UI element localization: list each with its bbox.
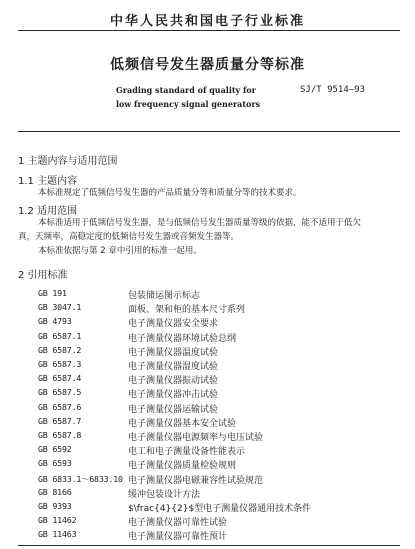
reference-code: GB 6587.5 xyxy=(38,387,82,397)
reference-title: 电子测量仪器可靠性试验 xyxy=(128,518,228,528)
english-title-line-2: low frequency signal generators xyxy=(116,99,261,109)
reference-code: GB 6592 xyxy=(38,444,72,454)
standard-number: SJ/T 9514—93 xyxy=(300,85,366,95)
subsection-1-2-heading: 1.2 适用范围 xyxy=(18,206,78,217)
reference-title: 电子测量仪器电源频率与电压试验 xyxy=(128,433,264,443)
reference-title: 电子测量仪器安全要求 xyxy=(128,319,219,329)
reference-title: $\frac{4}{2}$型电子测量仪器通用技术条件 xyxy=(128,504,312,514)
reference-title: 电子测量仪器温度试验 xyxy=(128,348,219,358)
reference-title: 电子测量仪器可靠性预计 xyxy=(128,532,228,542)
subsection-1-2-line: 本标准依据与第 2 章中引用的标准一起用。 xyxy=(38,246,202,256)
reference-title: 电子测量仪器冲击试验 xyxy=(128,390,219,400)
reference-code: GB 6593 xyxy=(38,458,72,468)
section-2-heading: 2 引用标准 xyxy=(18,270,68,281)
title-rule xyxy=(18,131,400,132)
reference-code: GB 9393 xyxy=(38,501,72,511)
reference-code: GB 6833.1～6833.10 xyxy=(38,474,123,484)
reference-code: GB 6587.3 xyxy=(38,359,82,369)
reference-code: GB 191 xyxy=(38,288,67,298)
reference-title: 包装储运图示标志 xyxy=(128,291,201,301)
reference-title: 电子测量仪器湿度试验 xyxy=(128,362,219,372)
reference-title: 电子测量仪器环境试验总纲 xyxy=(128,334,237,344)
reference-title: 面板、架和柜的基本尺寸系列 xyxy=(128,305,246,315)
reference-title: 电子测量仪器质量检验规则 xyxy=(128,461,237,471)
section-1-heading: 1 主题内容与适用范围 xyxy=(18,156,118,167)
reference-code: GB 6587.6 xyxy=(38,402,82,412)
footer-rule xyxy=(18,545,400,546)
header-rule xyxy=(18,30,400,31)
subsection-1-2-line: 本标准适用于低频信号发生器，是与低频信号发生器质量等级的依据，能不适用于低欠 xyxy=(38,218,362,228)
reference-code: GB 11462 xyxy=(38,515,77,525)
reference-code: GB 6587.2 xyxy=(38,345,82,355)
reference-code: GB 3047.1 xyxy=(38,302,82,312)
standard-category-header: 中华人民共和国电子行业标准 xyxy=(109,14,305,29)
reference-title: 缓冲包装设计方法 xyxy=(128,490,201,500)
reference-code: GB 6587.4 xyxy=(38,373,82,383)
reference-title: 电子测量仪器电磁兼容性试验规范 xyxy=(128,476,264,486)
reference-title: 电工和电子测量设备性能表示 xyxy=(128,447,246,457)
reference-title: 电子测量仪器振动试验 xyxy=(128,376,219,386)
subsection-1-2-line: 真，天频率，高稳定度的低频信号发生器或音频发生器等。 xyxy=(18,232,240,242)
document-title: 低频信号发生器质量分等标准 xyxy=(110,57,305,73)
reference-code: GB 6587.7 xyxy=(38,416,82,426)
reference-code: GB 6587.8 xyxy=(38,430,82,440)
reference-code: GB 8166 xyxy=(38,487,72,497)
english-title-line-1: Grading standard of quality for xyxy=(116,85,256,95)
reference-title: 电子测量仪器基本安全试验 xyxy=(128,419,237,429)
subsection-1-1-heading: 1.1 主题内容 xyxy=(18,176,78,187)
reference-code: GB 4793 xyxy=(38,316,72,326)
reference-code: GB 11463 xyxy=(38,529,77,539)
reference-code: GB 6587.1 xyxy=(38,331,82,341)
reference-title: 电子测量仪器运输试验 xyxy=(128,405,219,415)
subsection-1-1-text: 本标准规定了低频信号发生器的产品质量分等和质量分等的技术要求。 xyxy=(38,188,302,198)
